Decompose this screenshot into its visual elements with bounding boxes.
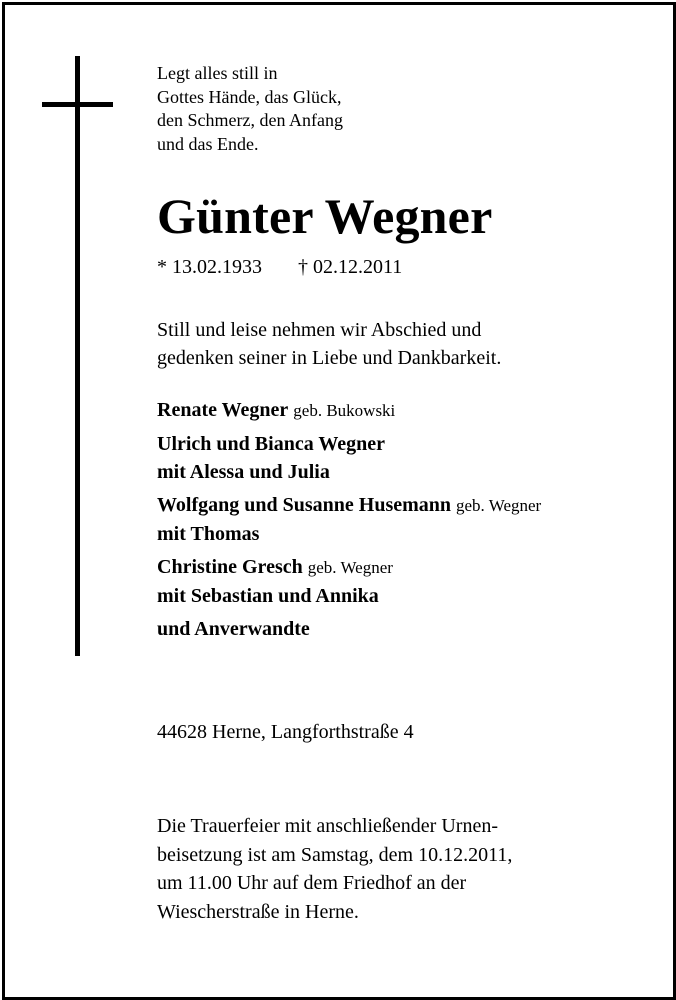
mourners-list bbox=[157, 396, 541, 648]
mourner-wolfgang bbox=[157, 491, 541, 548]
death-date: † 02.12.2011 bbox=[298, 256, 403, 278]
mourner-christine bbox=[157, 553, 541, 610]
cross-icon bbox=[75, 56, 80, 656]
mourner-name: Christine Gresch bbox=[157, 556, 303, 578]
deceased-name: Günter Wegner bbox=[157, 188, 493, 244]
farewell-line: Still und leise nehmen wir Abschied und bbox=[157, 319, 482, 341]
mourner-name: Wolfgang und Susanne Husemann bbox=[157, 494, 452, 516]
poem-line: Gottes Hände, das Glück, bbox=[157, 86, 342, 107]
poem-line: Legt alles still in bbox=[157, 63, 278, 83]
ceremony-line: um 11.00 Uhr auf dem Friedhof an der bbox=[157, 872, 467, 894]
mourner-name: Renate Wegner bbox=[157, 399, 289, 421]
mourner-children: mit Sebastian und Annika bbox=[157, 585, 379, 607]
ceremony-line: Wiescherstraße in Herne. bbox=[157, 900, 359, 923]
life-dates bbox=[157, 253, 402, 281]
mourner-children: mit Thomas bbox=[157, 523, 260, 545]
mourner-children: mit Alessa und Julia bbox=[157, 461, 330, 483]
mourner-ulrich bbox=[157, 430, 541, 486]
maiden-name: geb. Wegner bbox=[307, 558, 393, 577]
mourner-relatives bbox=[157, 615, 541, 643]
poem-line: den Schmerz, den Anfang bbox=[157, 110, 343, 130]
mourner-name: Ulrich und Bianca Wegner bbox=[157, 433, 385, 455]
mourner-renate bbox=[157, 396, 541, 425]
maiden-name: geb. Wegner bbox=[456, 496, 542, 515]
maiden-name: geb. Bukowski bbox=[293, 401, 396, 420]
ceremony-line: Die Trauerfeier mit anschließender Urnen- bbox=[157, 815, 498, 837]
farewell-line: gedenken seiner in Liebe und Dankbarkeit. bbox=[157, 347, 502, 369]
birth-date: * 13.02.1933 bbox=[157, 256, 262, 278]
poem-line: und das Ende. bbox=[157, 133, 259, 154]
ceremony-info bbox=[157, 812, 512, 926]
cross-icon-bar bbox=[42, 102, 113, 107]
poem bbox=[157, 62, 343, 156]
farewell-text bbox=[157, 316, 501, 372]
ceremony-line: beisetzung ist am Samstag, dem 10.12.2011, bbox=[157, 843, 513, 866]
relatives-label: und Anverwandte bbox=[157, 618, 310, 640]
address: 44628 Herne, Langforthstraße 4 bbox=[157, 721, 414, 743]
